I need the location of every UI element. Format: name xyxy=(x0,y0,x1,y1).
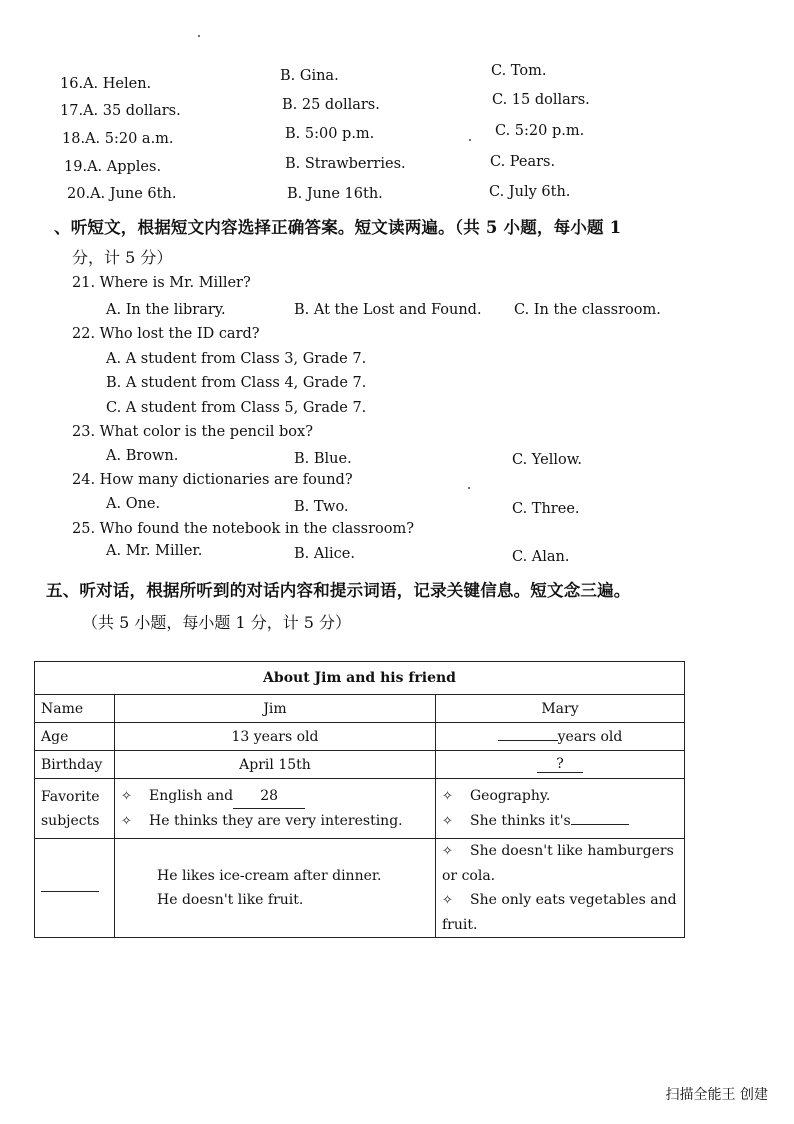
mary-food-2 xyxy=(442,888,678,937)
q24-option-b: B. Two. xyxy=(294,499,349,515)
mary-subject-1-text: Geography. xyxy=(470,787,551,804)
jim-subject-2 xyxy=(121,809,429,834)
q23-option-c: C. Yellow. xyxy=(512,452,582,468)
jim-food-2: He doesn't like fruit. xyxy=(157,892,304,908)
star-bullet-icon: ✧ xyxy=(121,788,132,804)
jim-subject-blank[interactable]: 28 xyxy=(233,784,305,809)
section-4-scoring: 分，计 5 分） xyxy=(72,248,173,267)
section-5-heading: 五、听对话，根据所听到的对话内容和提示词语，记录关键信息。短文念三遍。 xyxy=(46,581,631,600)
age-label: Age xyxy=(35,723,115,751)
section-5-scoring: （共 5 小题，每小题 1 分，计 5 分） xyxy=(82,613,352,632)
scanner-watermark: 扫描全能王 创建 xyxy=(665,1087,768,1103)
mary-food-2-text: She only eats vegetables and fruit. xyxy=(442,892,677,933)
star-bullet-icon: ✧ xyxy=(442,844,453,859)
star-bullet-icon: ✧ xyxy=(442,893,453,908)
mary-subject-blank[interactable] xyxy=(571,824,629,825)
q24-option-c: C. Three. xyxy=(512,501,580,517)
mary-food xyxy=(436,839,685,938)
q24-option-a: A. One. xyxy=(106,496,161,512)
mary-birthday-blank[interactable]: ? xyxy=(537,756,583,773)
star-bullet-icon: ✧ xyxy=(442,788,453,804)
scan-speck xyxy=(469,139,471,141)
q20-option-a: 20.A. June 6th. xyxy=(67,186,177,202)
scan-speck xyxy=(468,487,470,489)
mary-age xyxy=(436,723,685,751)
q18-option-b: B. 5:00 p.m. xyxy=(285,126,375,142)
q25-option-c: C. Alan. xyxy=(512,549,570,565)
scan-speck xyxy=(198,35,200,37)
q23-option-b: B. Blue. xyxy=(294,451,352,467)
mary-subject-2 xyxy=(442,809,678,834)
jim-food xyxy=(115,839,436,938)
jim-subject-1-text: English and xyxy=(149,787,234,804)
mary-age-unit: years old xyxy=(557,728,623,745)
mary-birthday xyxy=(436,751,685,779)
q16-option-b: B. Gina. xyxy=(280,68,339,84)
jim-subject-1 xyxy=(121,784,429,809)
q17-option-c: C. 15 dollars. xyxy=(492,92,590,108)
mary-subject-2-text: She thinks it's xyxy=(470,812,571,829)
q25-option-a: A. Mr. Miller. xyxy=(106,543,203,559)
q24-text: 24. How many dictionaries are found? xyxy=(72,472,353,488)
favorite-subjects-label-line1: Favorite xyxy=(41,788,100,805)
q21-option-c: C. In the classroom. xyxy=(514,302,661,318)
jim-name: Jim xyxy=(115,695,436,723)
q20-option-c: C. July 6th. xyxy=(489,184,571,200)
jim-food-1: He likes ice-cream after dinner. xyxy=(157,868,382,884)
mary-subject-1 xyxy=(442,784,678,809)
food-label-cell xyxy=(35,839,115,938)
mary-food-1 xyxy=(442,839,678,888)
q16-option-a: 16.A. Helen. xyxy=(60,76,152,92)
mary-age-blank[interactable] xyxy=(498,740,558,741)
jim-subjects xyxy=(115,779,436,839)
q17-option-a: 17.A. 35 dollars. xyxy=(60,103,181,119)
q19-option-c: C. Pears. xyxy=(490,154,556,170)
q18-option-c: C. 5:20 p.m. xyxy=(495,123,585,139)
birthday-label: Birthday xyxy=(35,751,115,779)
table-title: About Jim and his friend xyxy=(35,662,685,695)
q22-option-a: A. A student from Class 3, Grade 7. xyxy=(106,351,367,367)
q21-text: 21. Where is Mr. Miller? xyxy=(72,275,251,291)
jim-birthday: April 15th xyxy=(115,751,436,779)
favorite-subjects-label xyxy=(35,779,115,839)
jim-mary-info-table xyxy=(34,661,685,938)
jim-subject-2-text: He thinks they are very interesting. xyxy=(149,812,403,829)
q25-text: 25. Who found the notebook in the classroom? xyxy=(72,521,415,537)
q18-option-a: 18.A. 5:20 a.m. xyxy=(62,131,174,147)
mary-food-1-text: She doesn't like hamburgers or cola. xyxy=(442,843,674,884)
mary-subjects xyxy=(436,779,685,839)
q25-option-b: B. Alice. xyxy=(294,546,355,562)
star-bullet-icon: ✧ xyxy=(442,813,453,829)
q22-option-b: B. A student from Class 4, Grade 7. xyxy=(106,375,367,391)
jim-age: 13 years old xyxy=(115,723,436,751)
q21-option-a: A. In the library. xyxy=(106,302,226,318)
star-bullet-icon: ✧ xyxy=(121,813,132,829)
q17-option-b: B. 25 dollars. xyxy=(282,97,380,113)
q21-option-b: B. At the Lost and Found. xyxy=(294,302,482,318)
q23-text: 23. What color is the pencil box? xyxy=(72,424,313,440)
q19-option-b: B. Strawberries. xyxy=(285,156,406,172)
food-label-blank[interactable] xyxy=(41,891,99,892)
q20-option-b: B. June 16th. xyxy=(287,186,383,202)
q23-option-a: A. Brown. xyxy=(106,448,179,464)
q16-option-c: C. Tom. xyxy=(491,63,547,79)
name-label: Name xyxy=(35,695,115,723)
q19-option-a: 19.A. Apples. xyxy=(64,159,162,175)
q22-option-c: C. A student from Class 5, Grade 7. xyxy=(106,400,367,416)
q22-text: 22. Who lost the ID card? xyxy=(72,326,260,342)
section-4-heading: 、听短文，根据短文内容选择正确答案。短文读两遍。（共 5 小题，每小题 1 xyxy=(54,218,622,237)
mary-name: Mary xyxy=(436,695,685,723)
favorite-subjects-label-line2: subjects xyxy=(41,812,100,829)
